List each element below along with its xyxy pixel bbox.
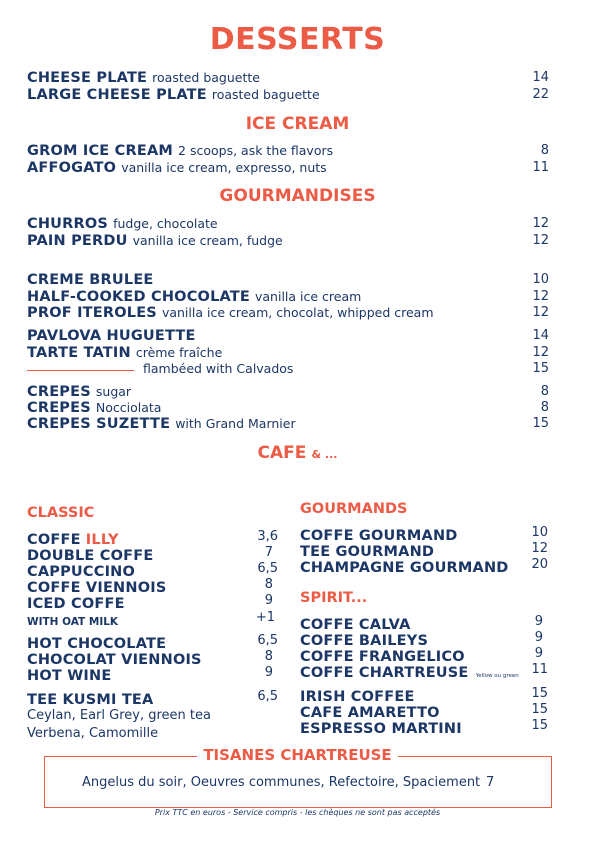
item-name: WITH OAT MILK — [27, 616, 119, 628]
item-name: CREPES SUZETTE — [27, 416, 171, 432]
item-price: 11 — [532, 160, 549, 175]
item-desc: vanilla ice cream, fudge — [132, 233, 283, 248]
menu-item — [300, 557, 548, 574]
item-desc: vanilla ice cream — [255, 289, 362, 304]
item-price: 8 — [540, 400, 549, 415]
menu-item — [27, 633, 278, 650]
menu-item — [300, 718, 548, 735]
menu-item — [27, 610, 278, 627]
tisanes-price: 7 — [486, 775, 495, 790]
item-name: CREME BRULEE — [27, 272, 154, 288]
item-desc: with Grand Marnier — [175, 416, 296, 431]
item-price: 3,6 — [257, 529, 278, 544]
item-price: 8 — [540, 384, 549, 399]
classic-heading: CLASSIC — [27, 505, 95, 521]
item-price: 9 — [534, 630, 543, 645]
item-price: 8 — [264, 649, 273, 664]
item-name: AFFOGATO — [27, 160, 117, 176]
item-price: 15 — [532, 416, 549, 431]
item-price: 6,5 — [257, 633, 278, 648]
item-price: 9 — [534, 646, 543, 661]
item-name: DOUBLE COFFE — [27, 548, 154, 564]
item-name: COFFE CHARTREUSE — [300, 665, 469, 681]
spirit-heading: SPIRIT... — [300, 590, 368, 606]
menu-item — [27, 272, 549, 289]
item-price: 10 — [532, 272, 549, 287]
menu-item — [27, 160, 549, 177]
item-price: 14 — [532, 70, 549, 85]
menu-item — [27, 345, 549, 362]
item-price: 11 — [531, 662, 548, 677]
item-price: 7 — [264, 545, 273, 560]
item-price: 12 — [532, 216, 549, 231]
item-price: 15 — [531, 686, 548, 701]
item-name: CAFE AMARETTO — [300, 705, 440, 721]
item-price: 14 — [532, 328, 549, 343]
item-desc: vanilla ice cream, chocolat, whipped cream — [161, 305, 434, 320]
menu-item — [300, 541, 548, 558]
menu-item — [27, 233, 549, 250]
item-desc: vanilla ice cream, expresso, nuts — [121, 160, 327, 175]
item-name: PAVLOVA HUGUETTE — [27, 328, 196, 344]
item-name: COFFE VIENNOIS — [27, 580, 167, 596]
item-name: COFFE — [27, 532, 81, 548]
item-name: HALF-COOKED CHOCOLATE — [27, 289, 250, 305]
menu-item — [300, 614, 548, 631]
item-price: 10 — [531, 525, 548, 540]
item-desc: flambéed with Calvados — [143, 361, 294, 376]
item-price: 15 — [532, 361, 549, 376]
menu-item — [27, 70, 549, 87]
menu-item — [300, 686, 548, 703]
item-price: 22 — [532, 87, 549, 102]
item-price: 8 — [264, 577, 273, 592]
cafe-heading: CAFE — [257, 443, 307, 463]
section-heading-ice-cream: ICE CREAM — [245, 114, 350, 134]
menu-item — [27, 305, 549, 322]
menu-item — [27, 216, 549, 233]
item-name: CHOCOLAT VIENNOIS — [27, 652, 202, 668]
brand-name: ILLY — [85, 532, 119, 548]
item-name: ESPRESSO MARTINI — [300, 721, 462, 737]
item-price: 12 — [531, 541, 548, 556]
item-name: CREPES — [27, 400, 91, 416]
item-desc: roasted baguette — [152, 70, 260, 85]
menu-item — [27, 384, 549, 401]
item-price: 8 — [540, 143, 549, 158]
item-desc: crème fraîche — [135, 345, 223, 360]
item-name: COFFE BAILEYS — [300, 633, 429, 649]
item-name: TARTE TATIN — [27, 345, 131, 361]
menu-item — [300, 662, 548, 679]
tea-flavors-line-1: Ceylan, Earl Grey, green tea — [27, 708, 211, 723]
item-price: 12 — [532, 305, 549, 320]
tisanes-text: Angelus du soir, Oeuvres communes, Refectoire, Spaciement — [82, 775, 481, 790]
item-name: TEE KUSMI TEA — [27, 692, 154, 708]
item-name: CHURROS — [27, 216, 109, 232]
item-name: IRISH COFFEE — [300, 689, 415, 705]
menu-item — [27, 665, 278, 682]
item-note: Yellow ou green — [475, 673, 519, 679]
menu-item — [300, 646, 548, 663]
item-name: HOT WINE — [27, 668, 112, 684]
menu-item — [300, 525, 548, 542]
cafe-heading-suffix: & ... — [311, 448, 338, 461]
item-price: 6,5 — [257, 561, 278, 576]
menu-item — [27, 143, 549, 160]
footer-note: Prix TTC en euros - Service compris - les chèques ne sont pas acceptés — [154, 808, 441, 817]
item-name: TEE GOURMAND — [300, 544, 435, 560]
item-desc: sugar — [95, 384, 132, 399]
menu-item — [27, 561, 278, 578]
tisanes-heading-wrap — [0, 745, 595, 764]
menu-item — [27, 328, 549, 345]
item-name: ICED COFFE — [27, 596, 125, 612]
menu-item — [27, 400, 549, 417]
item-price: 15 — [531, 702, 548, 717]
item-name: CREPES — [27, 384, 91, 400]
page-title: DESSERTS — [209, 22, 386, 57]
item-desc: Nocciolata — [95, 400, 162, 415]
item-price: 9 — [264, 665, 273, 680]
menu-item — [27, 649, 278, 666]
menu-item — [27, 577, 278, 594]
menu-item — [300, 630, 548, 647]
item-name: CHEESE PLATE — [27, 70, 148, 86]
item-price: 12 — [532, 345, 549, 360]
item-price: 9 — [264, 593, 273, 608]
item-name: HOT CHOCOLATE — [27, 636, 167, 652]
section-heading-gourmandises: GOURMANDISES — [219, 186, 376, 206]
item-name: COFFE GOURMAND — [300, 528, 458, 544]
menu-item — [27, 529, 278, 546]
item-price: 12 — [532, 289, 549, 304]
tea-flavors-line-2: Verbena, Camomille — [27, 726, 159, 741]
item-name: CHAMPAGNE GOURMAND — [300, 560, 509, 576]
item-price: +1 — [255, 610, 275, 625]
item-name: GROM ICE CREAM — [27, 143, 174, 159]
item-price: 20 — [531, 557, 548, 572]
item-desc: fudge, chocolate — [113, 216, 218, 231]
menu-item — [27, 87, 549, 104]
section-heading-cafe — [0, 443, 595, 463]
item-name: COFFE FRANGELICO — [300, 649, 465, 665]
item-price: 9 — [534, 614, 543, 629]
item-name: COFFE CALVA — [300, 617, 411, 633]
item-desc: 2 scoops, ask the flavors — [178, 143, 334, 158]
tisanes-heading: TISANES CHARTREUSE — [197, 746, 397, 764]
item-price: 15 — [531, 718, 548, 733]
menu-item — [27, 416, 549, 433]
item-price: 12 — [532, 233, 549, 248]
menu-item — [27, 289, 549, 306]
menu-item — [27, 689, 278, 706]
item-desc: roasted baguette — [211, 87, 320, 102]
item-price: 6,5 — [257, 689, 278, 704]
item-name: CAPPUCCINO — [27, 564, 136, 580]
menu-item — [27, 545, 278, 562]
gourmands-heading: GOURMANDS — [300, 501, 408, 517]
menu-item — [27, 593, 278, 610]
item-name: LARGE CHEESE PLATE — [27, 87, 207, 103]
menu-item — [27, 361, 549, 378]
item-name: PAIN PERDU — [27, 233, 128, 249]
menu-item — [300, 702, 548, 719]
item-name: PROF ITEROLES — [27, 305, 157, 321]
